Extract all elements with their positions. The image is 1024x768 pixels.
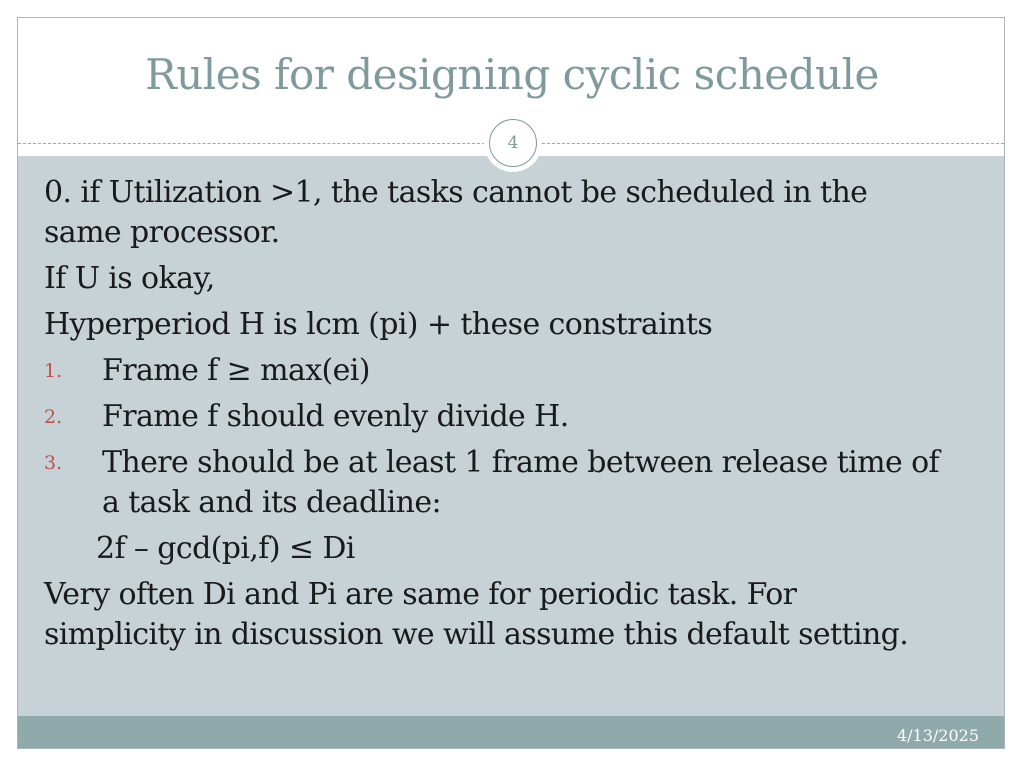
rule-item — [44, 351, 994, 391]
formula-line: 2f – gcd(pi,f) ≤ Di — [96, 531, 355, 566]
rule-marker: 3. — [44, 452, 63, 474]
rule-item — [44, 397, 994, 437]
hyperperiod-paragraph: Hyperperiod H is lcm (pi) + these constraints — [44, 307, 713, 342]
closing-paragraph — [44, 575, 994, 655]
slide-number: 4 — [489, 119, 537, 167]
u-okay-paragraph: If U is okay, — [44, 261, 215, 296]
intro-paragraph — [44, 173, 994, 253]
closing-line-2: simplicity in discussion we will assume this default setting. — [44, 617, 909, 652]
intro-line-1: 0. if Utilization >1, the tasks cannot be scheduled in the — [44, 175, 868, 210]
rule-text: Frame f should evenly divide H. — [102, 399, 569, 434]
rule-text: There should be at least 1 frame between release time of — [102, 445, 940, 480]
footer-date: 4/13/2025 — [896, 726, 979, 745]
closing-line-1: Very often Di and Pi are same for periodic task. For — [44, 577, 797, 612]
slide-body — [44, 173, 994, 661]
intro-line-2: same processor. — [44, 215, 280, 250]
rule-marker: 1. — [44, 360, 63, 382]
rule-marker: 2. — [44, 406, 63, 428]
rule-item — [44, 443, 994, 523]
rule-text: Frame f ≥ max(ei) — [102, 353, 370, 388]
footer-bar — [18, 716, 1004, 748]
rule-text-continued: a task and its deadline: — [102, 485, 442, 520]
slide-title: Rules for designing cyclic schedule — [145, 50, 879, 99]
